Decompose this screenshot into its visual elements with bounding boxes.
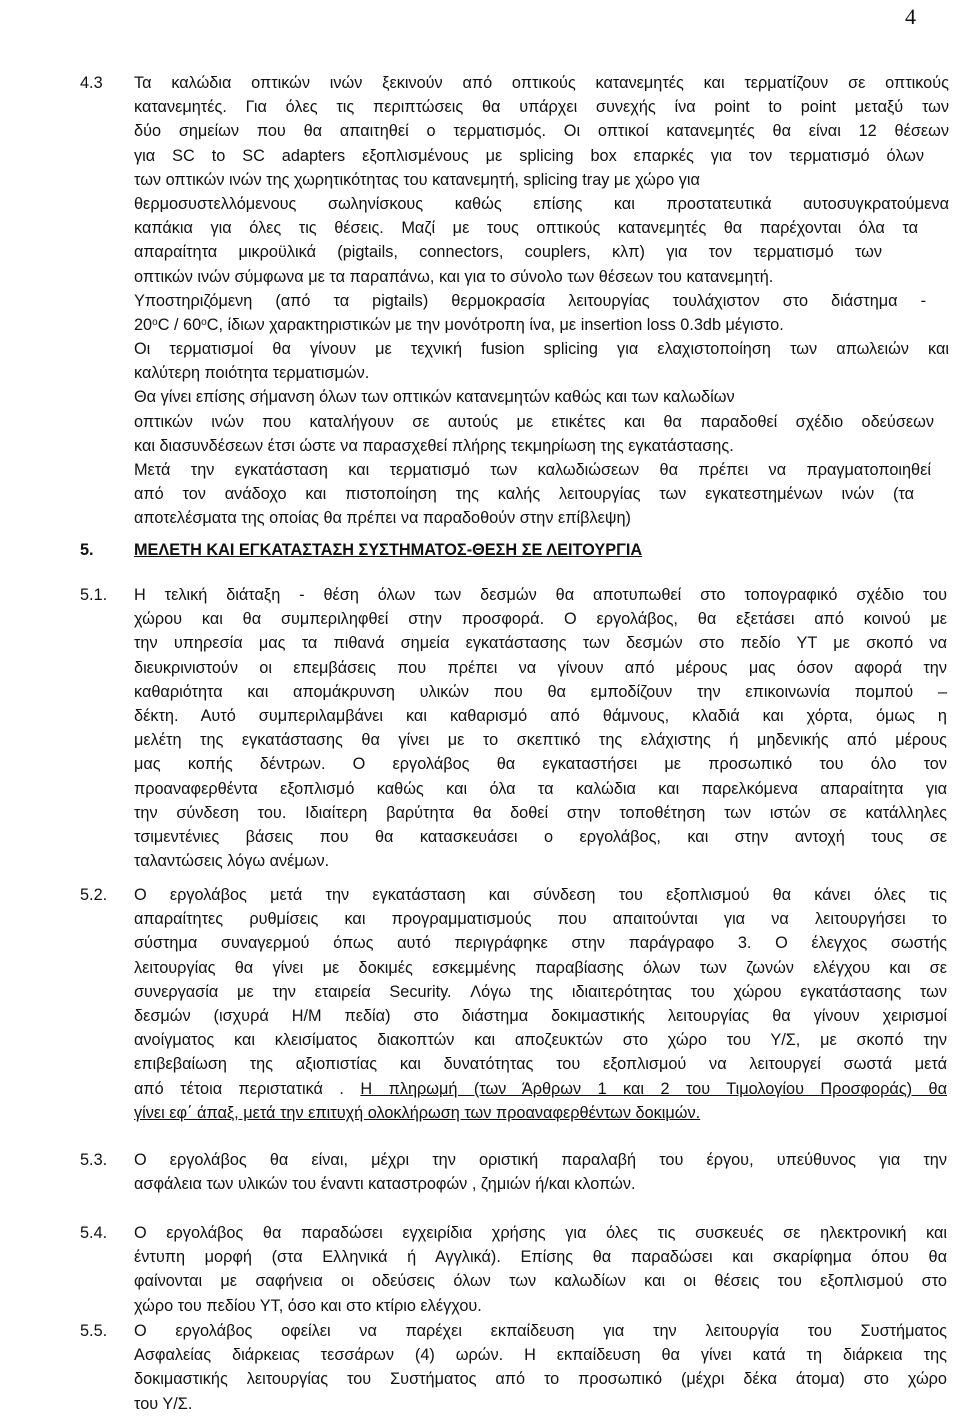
text-line: Ο εργολάβος οφείλει να παρέχει εκπαίδευση για την λειτουργία του Συστήματος	[134, 1322, 947, 1340]
text-line: καθαριότητα και απομάκρυνση υλικών που θα εμποδίζουν την επικοινωνία πομπού –	[134, 682, 947, 701]
text-line: Μετά την εγκατάσταση και τερματισμό των καλωδιώσεων θα πρέπει να πραγματοποιηθεί	[134, 461, 931, 479]
text-line: επιβεβαίωση της αξιοπιστίας και δυνατότητας του εξοπλισμού να λειτουργεί σωστά μετά	[134, 1055, 947, 1074]
text-line: τσιμεντένιες βάσεις που θα κατασκευάσει ο εργολάβος, και στην αντοχή τους σε	[134, 827, 947, 846]
section-4-3-text	[134, 71, 949, 531]
section-5-1-text	[134, 583, 947, 873]
text-line: αποτελέσματα της οποίας θα πρέπει να παραδοθούν στην επίβλεψη)	[134, 509, 631, 528]
text-line: μας κοπής δέντρων. Ο εργολάβος θα εγκαταστήσει με προσωπικό του όλο τον	[134, 755, 947, 774]
text-line: δέκτη. Αυτό συμπεριλαμβάνει και καθαρισμό από θάμνους, κλαδιά και χόρτα, όμως η	[134, 706, 947, 725]
text-line: κατανεμητές. Για όλες τις περιπτώσεις θα υπάρχει συνεχής ίνα point to point μεταξύ των	[134, 98, 949, 117]
text-line: Ασφαλείας διάρκειας τεσσάρων (4) ωρών. Η εκπαίδευση θα γίνει κατά τη διάρκεια της	[134, 1346, 947, 1365]
text-line: οπτικών ινών που καταλήγουν σε αυτούς με ετικέτες και θα παραδοθεί σχέδιο οδεύσεων	[134, 412, 934, 431]
text-line: ταλαντώσεις λόγω ανέμων.	[134, 852, 330, 871]
temperature-line: 20$^o$C / 60$^o$C, ίδιων χαρακτηριστικών με την μονότροπη ίνα, με insertion loss 0.3db μέγιστο.	[134, 315, 784, 334]
text-line: απαραίτητες ρυθμίσεις και προγραμματισμούς που απαιτούνται για να λειτουργήσει το	[134, 910, 947, 929]
text-line: προαναφερθέντα εξοπλισμό καθώς και όλα τα καλώδια και παρελκόμενα απαραίτητα για	[134, 779, 947, 798]
section-number-5-4: 5.4.	[80, 1224, 108, 1242]
payment-line: από τέτοια περιστατικά . Η πληρωμή (των Άρθρων 1 και 2 του Τιμολογίου Προσφοράς) θα	[134, 1079, 948, 1098]
text-line: σύστημα συναγερμού όπως αυτό περιγράφηκε στην παράγραφο 3. Ο έλεγχος σωστής	[134, 934, 947, 953]
text-line: ασφάλεια των υλικών του έναντι καταστροφών , ζημιών ή/και κλοπών.	[134, 1175, 636, 1194]
text-line: λειτουργίας θα γίνει με δοκιμές εσκεμμένης παραβίασης όλων των ζωνών ελέγχου και σε	[134, 958, 947, 977]
text-line: φαίνονται με σαφήνεια οι οδεύσεις όλων των καλωδίων και οι θέσεις του εξοπλισμού στο	[134, 1272, 947, 1291]
text-line: την σύνδεση του. Ιδιαίτερη βαρύτητα θα δοθεί στην τοποθέτηση των ιστών σε κατάλληλες	[134, 803, 947, 822]
text-line: έντυπη μορφή (στα Ελληνικά ή Αγγλικά). Επίσης θα παραδώσει και σκαρίφημα όπου θα	[134, 1248, 947, 1267]
text-line: Τα καλώδια οπτικών ινών ξεκινούν από οπτικούς κατανεμητές και τερματίζουν σε οπτικούς	[134, 74, 949, 92]
text-line: για SC to SC adapters εξοπλισμένους με splicing box επαρκές για τον τερματισμό όλων	[134, 146, 924, 165]
text-line: Ο εργολάβος θα είναι, μέχρι την οριστική παραλαβή του έργου, υπεύθυνος για την	[134, 1151, 947, 1169]
text-line: καπάκια για όλες τις θέσεις. Μαζί με τους οπτικούς κατανεμητές θα παρέχονται όλα τα	[134, 219, 918, 238]
text-line: δεσμών (ισχυρά Η/Μ πεδία) στο διάστημα δοκιμαστικής λειτουργίας θα γίνουν χειρισμοί	[134, 1006, 947, 1025]
section-number-5-1: 5.1.	[80, 586, 108, 604]
heading-number: 5.	[80, 541, 94, 559]
section-5-4-text	[134, 1221, 947, 1318]
text-line: του Υ/Σ.	[134, 1394, 193, 1413]
section-5-2-text	[134, 883, 947, 1125]
payment-terms: Η πληρωμή (των Άρθρων 1 και 2 του Τιμολογίου Προσφοράς) θα	[360, 1079, 948, 1098]
text-line: Η τελική διάταξη - θέση όλων των δεσμών θα αποτυπωθεί στο τοπογραφικό σχέδιο του	[134, 586, 947, 604]
section-heading: ΜΕΛΕΤΗ ΚΑΙ ΕΓΚΑΤΑΣΤΑΣΗ ΣΥΣΤΗΜΑΤΟΣ-ΘΕΣΗ ΣΕ ΛΕΙΤΟΥΡΓΙΑ	[134, 541, 643, 559]
section-5-5-text	[134, 1319, 947, 1416]
text-line: ανοίγματος και κλεισίματος διακοπτών και αποζευκτών στο χώρο του Υ/Σ, με σκοπό την	[134, 1031, 947, 1050]
text-line: θερμοσυστελλόμενους σωληνίσκους καθώς επίσης και προστατευτικά αυτοσυγκρατούμενα	[134, 194, 949, 213]
text-line: την υπηρεσία μας τα πιθανά σημεία εγκατάστασης των δεσμών στο πεδίο ΥΤ με σκοπό να	[134, 634, 947, 653]
text-line: οπτικών ινών σύμφωνα με τα παραπάνω, και για το σύνολο των θέσεων του κατανεμητή.	[134, 267, 774, 286]
text-line: δύο σημείων που θα απαιτηθεί ο τερματισμός. Οι οπτικοί κατανεμητές θα είναι 12 θέσεων	[134, 122, 949, 141]
text-line: καλύτερη ποιότητα τερματισμών.	[134, 364, 370, 383]
section-number-5-3: 5.3.	[80, 1151, 108, 1169]
text-line: των οπτικών ινών της χωρητικότητας του κατανεμητή, splicing tray με χώρο για	[134, 170, 700, 189]
text-line: απαραίτητα μικροϋλικά (pigtails, connectors, couplers, κλπ) για τον τερματισμό των	[134, 243, 882, 262]
section-5-3-text	[134, 1148, 947, 1196]
text-line: Ο εργολάβος μετά την εγκατάσταση και σύνδεση του εξοπλισμού θα κάνει όλες τις	[134, 886, 947, 904]
text-line: Υποστηριζόμενη (από τα pigtails) θερμοκρασία λειτουργίας τουλάχιστον στο διάστημα -	[134, 291, 926, 310]
text-line: δοκιμαστικής λειτουργίας του Συστήματος από το προσωπικό (μέχρι δέκα άτομα) στο χώρο	[134, 1370, 947, 1389]
payment-terms-continued: γίνει εφ΄ άπαξ, μετά την επιτυχή ολοκλήρωση των προαναφερθέντων δοκιμών.	[134, 1103, 701, 1122]
section-number-4-3: 4.3	[80, 74, 103, 92]
text-line: χώρο του πεδίου ΥΤ, όσο και στο κτίριο ελέγχου.	[134, 1296, 482, 1315]
text-line: από τον ανάδοχο και πιστοποίηση της καλής λειτουργίας των εγκατεστημένων ινών (τα	[134, 485, 914, 504]
text-line: Ο εργολάβος θα παραδώσει εγχειρίδια χρήσης για όλες τις συσκευές σε ηλεκτρονική και	[134, 1224, 947, 1242]
page-number: 4	[905, 4, 916, 29]
text-line: και διασυνδέσεων έτσι ώστε να παρασχεθεί πλήρης τεκμηρίωση της εγκατάστασης.	[134, 436, 734, 455]
text-line: χώρου και θα συμπεριληφθεί στην προσφορά. Ο εργολάβος, θα εξετάσει από κοινού με	[134, 610, 947, 629]
text-line: Θα γίνει επίσης σήμανση όλων των οπτικών κατανεμητών καθώς και των καλωδίων	[134, 388, 735, 407]
text-line: διευκρινιστούν οι επεμβάσεις που πρέπει να γίνουν από μέρους μας όσον αφορά την	[134, 658, 947, 677]
text-line: συνεργασία με την εταιρεία Security. Λόγω της ιδιαιτερότητας του χώρου εγκατάστασης των	[134, 982, 947, 1001]
text-line: Οι τερματισμοί θα γίνουν με τεχνική fusion splicing για ελαχιστοποίηση των απωλειών και	[134, 340, 949, 359]
section-number-5-5: 5.5.	[80, 1322, 108, 1340]
text-line: μελέτη της εγκατάστασης θα γίνει με το σκεπτικό της ελάχιστης ή μηδενικής από μέρους	[134, 731, 947, 750]
section-number-5-2: 5.2.	[80, 886, 108, 904]
